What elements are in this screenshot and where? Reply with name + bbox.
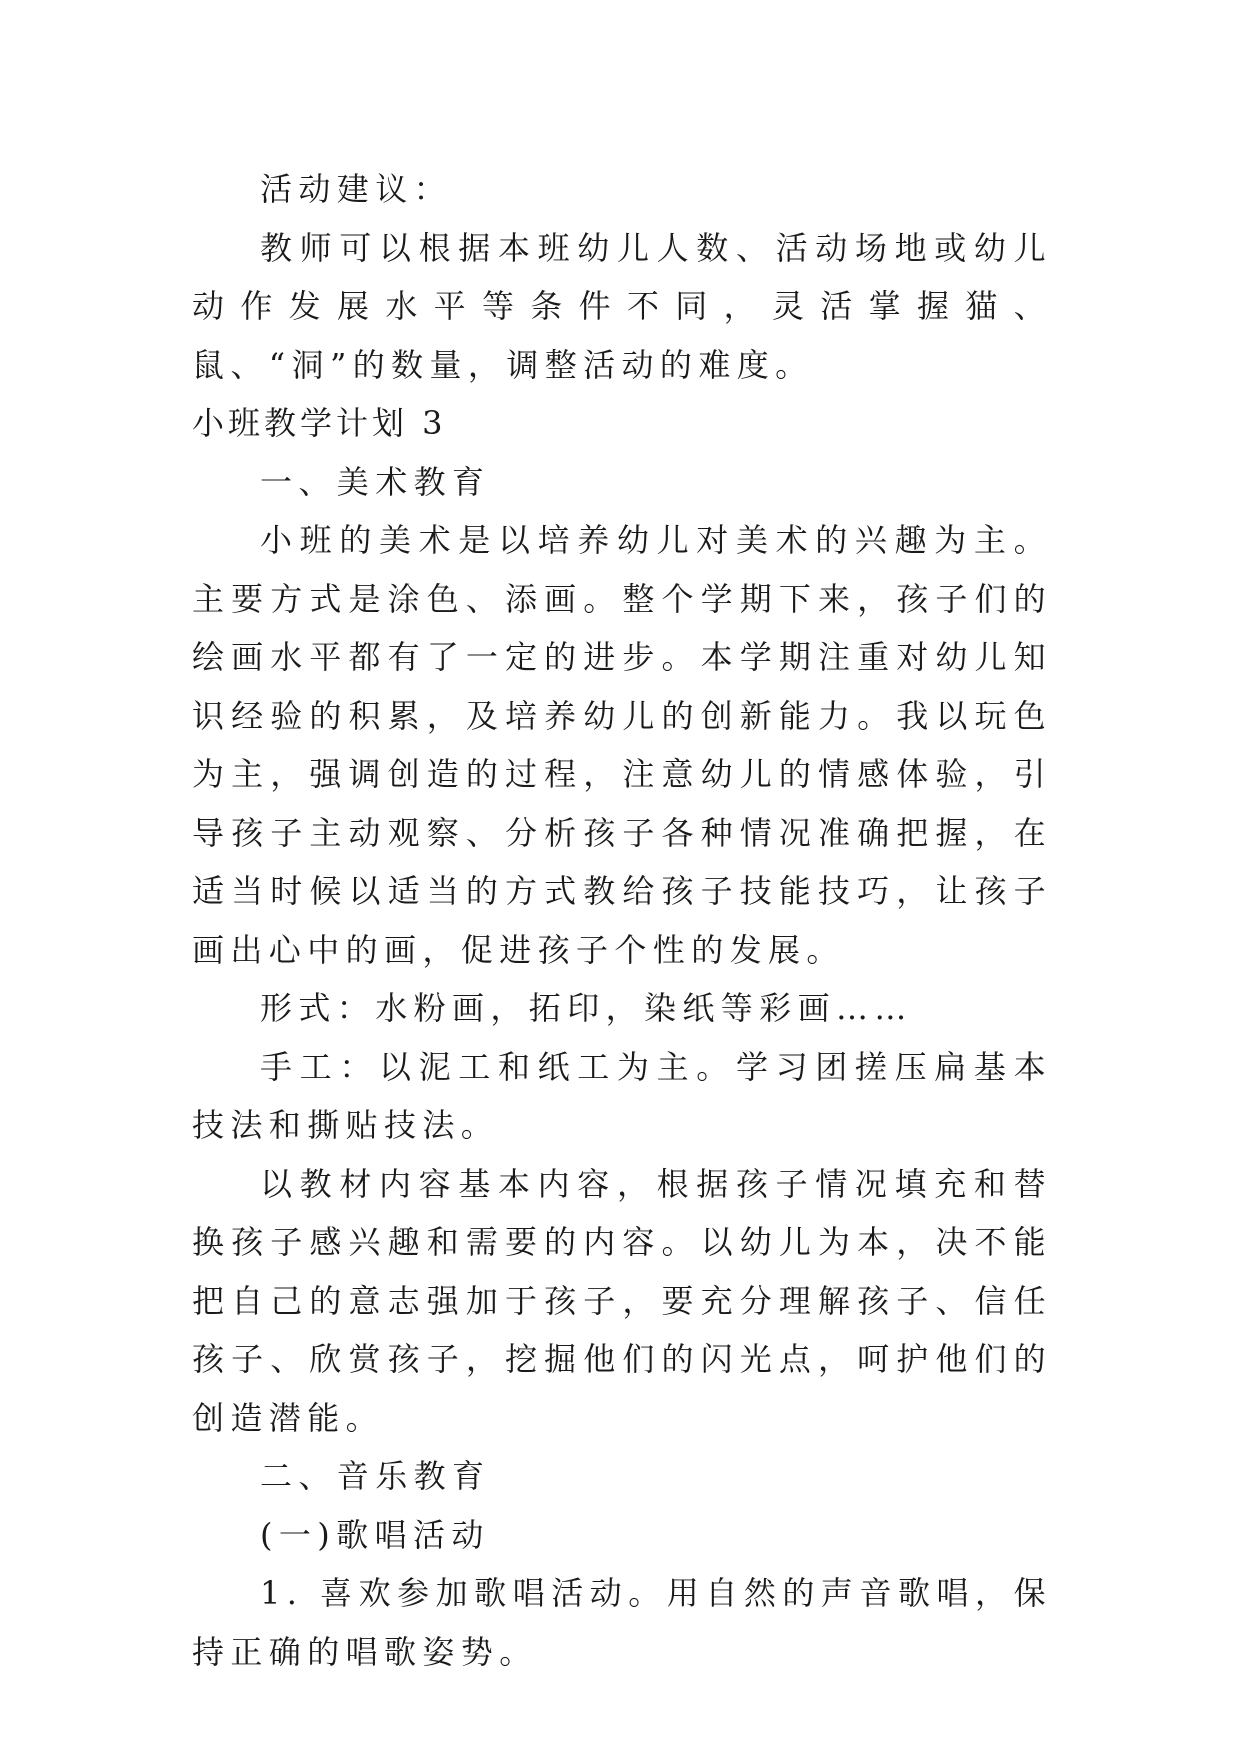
document-page bbox=[192, 160, 1052, 1681]
paragraph-singing-item-1: 1. 喜欢参加歌唱活动。用自然的声音歌唱，保持正确的唱歌姿势。 bbox=[192, 1574, 1052, 1671]
subheading-art-education: 一、美术教育 bbox=[260, 462, 491, 501]
paragraph-activity-suggestion: 教师可以根据本班幼儿人数、活动场地或幼儿动作发展水平等条件不同，灵活掌握猫、鼠、“洞”的数量，调整活动的难度。 bbox=[192, 228, 1052, 384]
subheading-singing-activity: (一)歌唱活动 bbox=[260, 1515, 490, 1554]
paragraph-art-education: 小班的美术是以培养幼儿对美术的兴趣为主。主要方式是涂色、添画。整个学期下来，孩子们的绘画水平都有了一定的进步。本学期注重对幼儿知识经验的积累，及培养幼儿的创新能力。我以玩色为主，强调创造的过程，注意幼儿的情感体验，引导孩子主动观察、分析孩子各种情况准确把握，在适当时候以适当的方式教给孩子技能技巧，让孩子画出心中的画，促进孩子个性的发展。 bbox=[192, 521, 1052, 969]
section-title: 小班教学计划 3 bbox=[192, 404, 447, 442]
paragraph-handcraft: 手工：以泥工和纸工为主。学习团搓压扁基本技法和撕贴技法。 bbox=[192, 1047, 1052, 1144]
paragraph-teaching-content: 以教材内容基本内容，根据孩子情况填充和替换孩子感兴趣和需要的内容。以幼儿为本，决不能把自己的意志强加于孩子，要充分理解孩子、信任孩子、欣赏孩子，挖掘他们的闪光点，呵护他们的创造潜能。 bbox=[192, 1164, 1052, 1437]
paragraph-forms: 形式：水粉画，拓印，染纸等彩画…… bbox=[260, 989, 913, 1027]
paragraph-activity-suggestion-heading: 活动建议： bbox=[260, 170, 453, 208]
subheading-music-education: 二、音乐教育 bbox=[260, 1457, 491, 1495]
